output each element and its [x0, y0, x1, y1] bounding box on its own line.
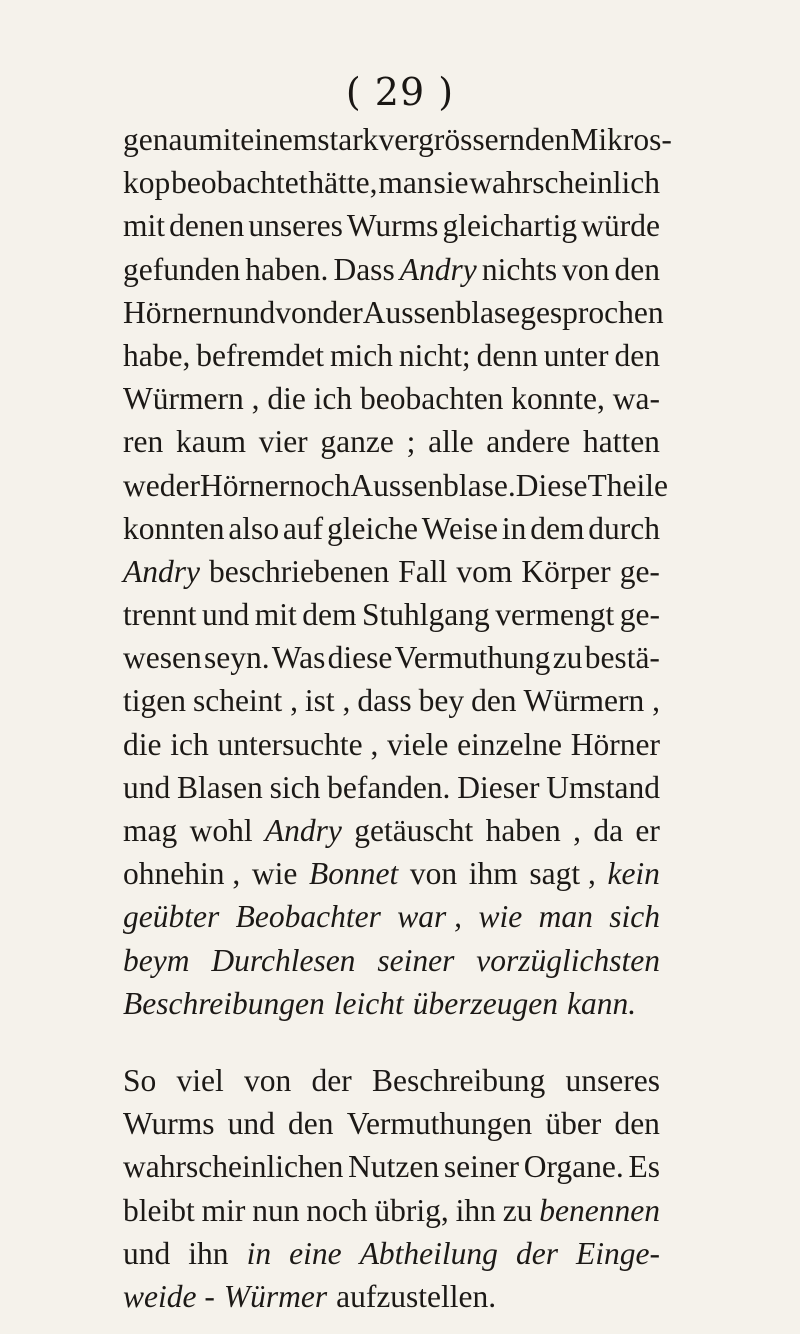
text-line — [123, 161, 660, 204]
word: ; — [406, 424, 416, 460]
text-line — [123, 248, 660, 291]
word: sich — [269, 769, 321, 805]
word: tigen — [123, 683, 186, 719]
word: dem — [302, 597, 357, 633]
word: Hörner — [570, 726, 660, 762]
word: von — [562, 251, 610, 287]
word: diese — [327, 640, 393, 676]
word: ich — [170, 726, 209, 762]
word: befanden. — [327, 769, 451, 805]
text-line — [123, 636, 660, 679]
word: Dieser — [457, 769, 540, 805]
word: Aussenblase — [362, 294, 521, 330]
text-line — [123, 895, 660, 938]
word: Organe. — [523, 1149, 624, 1185]
italic-word: benennen — [539, 1192, 660, 1228]
word: mit — [198, 122, 241, 157]
italic-word: weide - — [123, 1278, 215, 1314]
italic-word: sich — [609, 899, 660, 935]
italic-word: seiner — [377, 942, 455, 978]
italic-word: Andry — [264, 813, 342, 848]
word: nichts — [481, 251, 558, 287]
word: Aussenblase. — [350, 467, 516, 503]
italic-word: Andry — [399, 251, 477, 287]
word: beobachtet — [171, 165, 308, 201]
word: Vermuthungen — [346, 1106, 533, 1142]
word: befremdet — [196, 337, 324, 373]
word: nicht; — [398, 337, 471, 373]
text-line — [123, 593, 660, 636]
word: der — [322, 294, 363, 330]
italic-word: Würmer — [223, 1278, 328, 1314]
word: So — [123, 1062, 157, 1098]
word: die — [267, 381, 306, 417]
word: den — [614, 1106, 660, 1142]
word: wesen — [123, 640, 202, 676]
italic-word: kann. — [566, 985, 637, 1021]
word: Würmern , — [523, 683, 660, 719]
text-line — [123, 550, 660, 593]
italic-word: Bonnet — [308, 856, 399, 892]
word: mich — [329, 337, 393, 373]
word: würde — [581, 208, 660, 244]
text-line — [123, 939, 660, 982]
word: man — [378, 165, 433, 201]
word: Beschreibung — [372, 1062, 546, 1098]
word: den — [471, 683, 517, 719]
word: sie — [433, 165, 469, 201]
word: vermengt — [495, 597, 615, 633]
word: Nutzen — [348, 1149, 440, 1185]
italic-word: in — [246, 1235, 272, 1271]
word: der — [311, 1062, 352, 1098]
word: Hörnern — [123, 294, 228, 330]
word: von — [244, 1062, 292, 1098]
word: die — [123, 726, 162, 762]
italic-word: eine — [289, 1235, 342, 1271]
word: alle — [428, 424, 474, 460]
word: zu — [502, 1192, 533, 1228]
text-line — [123, 464, 668, 507]
italic-word: überzeugen — [412, 985, 558, 1021]
word: ganze — [320, 424, 394, 460]
text-line — [123, 809, 660, 852]
word: also — [228, 510, 280, 546]
word: den — [288, 1106, 334, 1142]
word: zu — [552, 640, 583, 676]
word: nun — [252, 1192, 300, 1228]
word: seiner — [443, 1149, 520, 1185]
paragraph — [123, 118, 672, 1025]
word: ge- — [619, 553, 660, 589]
word: stark — [317, 122, 379, 157]
word: gleiche — [327, 510, 418, 546]
word: übrig, — [374, 1192, 449, 1228]
word: dass — [357, 683, 412, 719]
text-line — [123, 723, 660, 766]
word: aufzustellen. — [336, 1278, 497, 1314]
word: denn — [476, 337, 538, 373]
text-line — [123, 1102, 660, 1145]
word: Dass — [333, 251, 395, 287]
text-line — [123, 1145, 660, 1188]
word: weder — [123, 467, 200, 503]
word: Es — [628, 1149, 660, 1185]
word: noch — [289, 467, 351, 503]
word: in — [501, 510, 527, 546]
word: von — [409, 856, 458, 892]
word: wohl — [189, 813, 253, 848]
word: einzelne — [457, 726, 563, 762]
word: habe, — [123, 337, 191, 373]
word: ihn — [455, 1192, 496, 1228]
word: und — [123, 1235, 171, 1271]
word: Würmern , — [123, 381, 260, 417]
word: den — [614, 251, 660, 287]
word: gefunden — [123, 251, 241, 287]
word: Stuhlgang — [361, 597, 490, 633]
italic-word: Durchlesen — [211, 942, 356, 978]
text-line — [123, 1275, 660, 1318]
word: und — [227, 294, 276, 330]
word: Wurms — [123, 1106, 215, 1142]
word: bestä- — [584, 640, 660, 676]
italic-word: Beobachter — [235, 899, 381, 935]
word: Diese — [515, 467, 588, 503]
word: gesprochen — [520, 294, 664, 330]
word: seyn. — [204, 640, 270, 676]
word: andere — [486, 424, 571, 460]
word: Mikros- — [570, 122, 672, 157]
word: haben. — [245, 251, 329, 287]
word: durch — [588, 510, 660, 546]
word: ren — [123, 424, 164, 460]
text-line — [123, 377, 660, 420]
text-line — [123, 420, 660, 463]
word: viele — [387, 726, 449, 762]
italic-word: wie — [478, 899, 523, 935]
text-line — [123, 852, 660, 895]
word: , — [573, 813, 581, 848]
word: kop — [123, 165, 171, 201]
italic-word: man — [538, 899, 593, 935]
italic-word: Beschreibungen — [123, 985, 325, 1021]
word: unter — [543, 337, 609, 373]
word: mit — [123, 208, 166, 244]
word: und — [123, 769, 171, 805]
italic-word: Abtheilung — [359, 1235, 498, 1271]
word: gleichartig — [442, 208, 578, 244]
word: sagt , — [529, 856, 596, 892]
word: beobachten — [360, 381, 504, 417]
word: von — [275, 294, 323, 330]
text-line — [123, 291, 664, 334]
word: da — [593, 813, 624, 848]
word: vier — [258, 424, 308, 460]
word: ohnehin , — [123, 856, 241, 892]
word: unseres — [565, 1062, 660, 1098]
word: und — [227, 1106, 275, 1142]
word: Wurms — [346, 208, 439, 244]
italic-word: Andry — [123, 553, 200, 589]
word: Umstand — [546, 769, 660, 805]
italic-word: kein — [607, 856, 660, 892]
word: den — [614, 337, 660, 373]
word: getäuscht — [354, 813, 474, 848]
word: dem — [530, 510, 585, 546]
word: Was — [271, 640, 326, 676]
text-line — [123, 679, 660, 722]
word: Vermuthung — [394, 640, 551, 676]
text-line — [123, 334, 660, 377]
word: konnte, — [511, 381, 605, 417]
word: genau — [123, 122, 199, 157]
word: haben — [485, 813, 561, 848]
word: ihn — [188, 1235, 229, 1271]
text-line — [123, 982, 660, 1025]
word: mir — [201, 1192, 246, 1228]
italic-word: vorzüglichsten — [476, 942, 660, 978]
word: Weise — [421, 510, 498, 546]
word: einem — [240, 122, 318, 157]
italic-word: Einge- — [576, 1235, 660, 1271]
word: hätte, — [308, 165, 378, 201]
word: er — [635, 813, 660, 848]
text-line — [123, 118, 672, 161]
italic-word: leicht — [333, 985, 404, 1021]
body-text — [123, 118, 672, 1318]
word: unseres — [248, 208, 343, 244]
page-number: ( 29 ) — [345, 70, 455, 114]
text-line — [123, 507, 660, 550]
word: auf — [282, 510, 324, 546]
word: Theile — [587, 467, 668, 503]
word: wa- — [612, 381, 660, 417]
word: ihm — [468, 856, 518, 892]
text-line — [123, 1232, 660, 1275]
italic-word: geübter — [123, 899, 220, 935]
text-line — [123, 1059, 660, 1102]
italic-word: beym — [123, 942, 190, 978]
word: hatten — [582, 424, 660, 460]
italic-word: der — [515, 1235, 558, 1271]
word: scheint , — [192, 683, 298, 719]
word: und — [201, 597, 250, 633]
word: bleibt — [123, 1192, 195, 1228]
word: ich — [313, 381, 353, 417]
word: noch — [306, 1192, 368, 1228]
word: untersuchte , — [217, 726, 379, 762]
word: Blasen — [177, 769, 263, 805]
word: mit — [254, 597, 297, 633]
word: konnten — [123, 510, 225, 546]
word: wie — [251, 856, 298, 892]
word: denen — [169, 208, 245, 244]
text-line — [123, 766, 660, 809]
word: Hörner — [199, 467, 290, 503]
word: viel — [176, 1062, 224, 1098]
word: beschriebenen — [209, 553, 390, 589]
word: kaum — [175, 424, 246, 460]
italic-word: war , — [397, 899, 463, 935]
word: trennt — [123, 597, 197, 633]
word: wahrscheinlich — [469, 165, 660, 201]
paragraph — [123, 1059, 660, 1318]
word: vom — [456, 553, 513, 589]
word: ist , — [304, 683, 351, 719]
word: über — [545, 1106, 602, 1142]
word: ge- — [619, 597, 660, 633]
word: mag — [123, 813, 178, 848]
text-line — [123, 1189, 660, 1232]
word: wahrscheinlichen — [123, 1149, 344, 1185]
word: Körper — [521, 553, 611, 589]
word: Fall — [398, 553, 448, 589]
word: vergrössernden — [378, 122, 571, 157]
paragraph-gap — [123, 1025, 660, 1059]
text-line — [123, 204, 660, 247]
word: bey — [418, 683, 465, 719]
